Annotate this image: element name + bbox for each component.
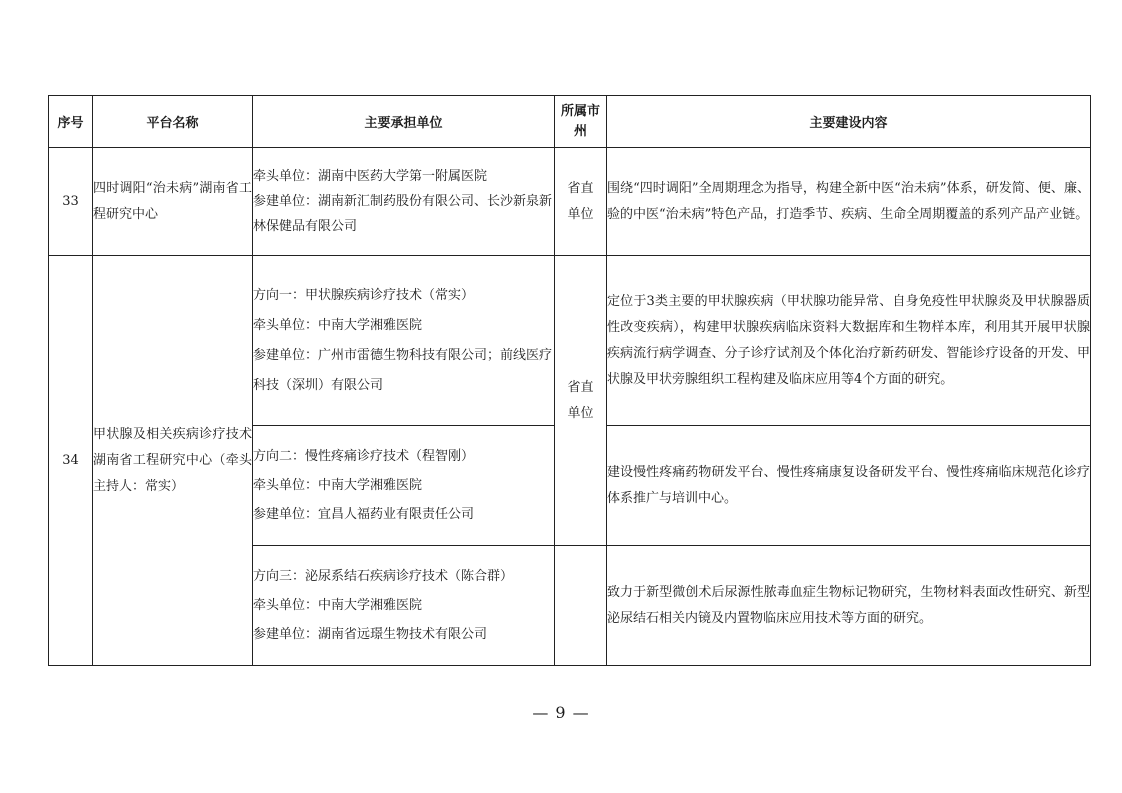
- table-row-33: [49, 148, 1091, 256]
- row34-direction-2-units: [253, 426, 555, 546]
- row34-direction-3-units: [253, 546, 555, 666]
- page-number: — 9 —: [532, 703, 590, 722]
- row34-d2-partner: 参建单位：宜昌人福药业有限责任公司: [253, 507, 475, 522]
- table-row-34-direction-1: [49, 256, 1091, 426]
- row34-d3-title: 方向三：泌尿系结石疾病诊疗技术（陈合群）: [253, 569, 514, 584]
- row34-d2-lead: 牵头单位：中南大学湘雅医院: [253, 478, 423, 493]
- row34-seq: 34: [49, 256, 93, 666]
- header-seq: 序号: [49, 96, 93, 148]
- row33-seq: 33: [49, 148, 93, 256]
- row34-d2-title: 方向二：慢性疼痛诊疗技术（程智刚）: [253, 449, 475, 464]
- row33-unit-lead: 牵头单位：湖南中医药大学第一附属医院: [253, 169, 488, 184]
- row34-direction-3-city: [555, 546, 607, 666]
- row34-direction-1-content: 定位于3类主要的甲状腺疾病（甲状腺功能异常、自身免疫性甲状腺炎及甲状腺器质性改变疾病），构建甲状腺疾病临床资料大数据库和生物样本库，利用其开展甲状腺疾病流行病学调查、分子诊疗试剂及个体化治疗新药研发、智能诊疗设备的开发、甲状腺及甲状旁腺组织工程构建及临床应用等4个方面的研究。: [607, 256, 1091, 426]
- header-city: 所属市州: [555, 96, 607, 148]
- row34-city: 省直单位: [555, 256, 607, 546]
- row33-content: 围绕“四时调阳”全周期理念为指导，构建全新中医“治未病”体系，研发简、便、廉、验的中医“治未病”特色产品，打造季节、疾病、生命全周期覆盖的系列产品产业链。: [607, 148, 1091, 256]
- row33-units: [253, 148, 555, 256]
- row34-d3-partner: 参建单位：湖南省远璟生物技术有限公司: [253, 627, 488, 642]
- row34-d3-lead: 牵头单位：中南大学湘雅医院: [253, 598, 423, 613]
- header-content: 主要建设内容: [607, 96, 1091, 148]
- row34-d1-partner: 参建单位：广州市雷德生物科技有限公司；前线医疗科技（深圳）有限公司: [253, 347, 553, 393]
- row34-direction-3-content: 致力于新型微创术后尿源性脓毒血症生物标记物研究，生物材料表面改性研究、新型泌尿结石相关内镜及内置物临床应用技术等方面的研究。: [607, 546, 1091, 666]
- row33-name: 四时调阳“治未病”湖南省工程研究中心: [93, 148, 253, 256]
- row34-direction-1-units: [253, 256, 555, 426]
- header-row: [49, 96, 1091, 148]
- header-name: 平台名称: [93, 96, 253, 148]
- row34-d1-title: 方向一：甲状腺疾病诊疗技术（常实）: [253, 287, 475, 303]
- row34-direction-2-content: 建设慢性疼痛药物研发平台、慢性疼痛康复设备研发平台、慢性疼痛临床规范化诊疗体系推广与培训中心。: [607, 426, 1091, 546]
- row34-d1-lead: 牵头单位：中南大学湘雅医院: [253, 317, 423, 333]
- row34-name: 甲状腺及相关疾病诊疗技术湖南省工程研究中心（牵头主持人：常实）: [93, 256, 253, 666]
- row33-city: 省直单位: [555, 148, 607, 256]
- row33-unit-partner: 参建单位：湖南新汇制药股份有限公司、长沙新泉新林保健品有限公司: [253, 194, 553, 234]
- project-table: [48, 95, 1091, 666]
- header-units: 主要承担单位: [253, 96, 555, 148]
